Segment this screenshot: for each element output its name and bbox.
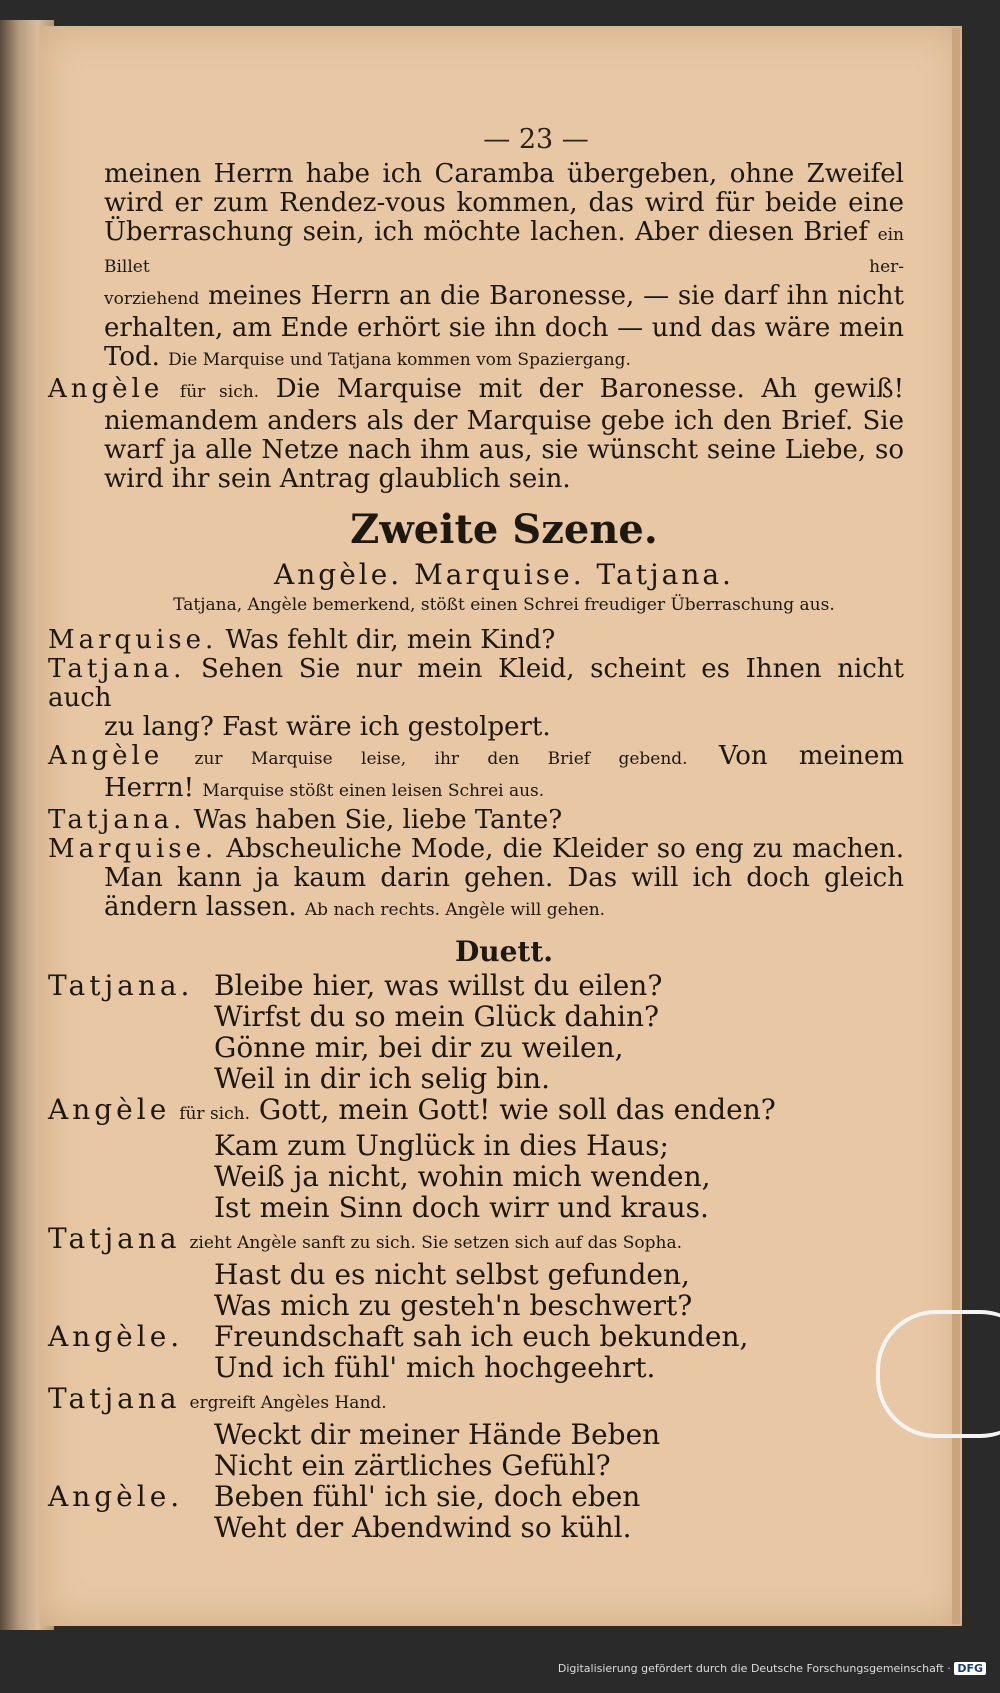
text-line: Man kann ja kaum darin gehen. Das will ich doch gleich [104,863,904,893]
verse-line: Weiß ja nicht, wohin mich wenden, [214,1160,711,1193]
verse-line: Angèle. Beben fühl' ich sie, doch eben [48,1480,641,1513]
speaker-name: Tatjana [48,1222,181,1255]
speaker-name: Tatjana [48,1382,181,1415]
stage-direction: Ab nach rechts. Angèle will gehen. [304,900,606,920]
dialogue-block [48,626,904,925]
marquise-line-1: Marquise. Was fehlt dir, mein Kind? [48,625,556,655]
stage-direction: ergreift Angèles Hand. [189,1393,387,1413]
duett-heading: Duett. [454,935,554,968]
verse-line: Tatjana. Bleibe hier, was willst du eilen? [48,969,663,1002]
verse-line: Nicht ein zärtliches Gefühl? [214,1449,611,1482]
verse-line: Hast du es nicht selbst gefunden, [214,1258,690,1291]
stage-direction: Die Marquise und Tatjana kommen vom Spaziergang. [168,350,631,370]
angele-speech-1: Angèle für sich. Die Marquise mit der Baronesse. Ah gewiß! niemandem anders als der Marquise gebe ich den Brief. Sie warf ja alle Netze nach ihm aus, sie wünscht seine Liebe, so wird ihr sein Antrag glaublich sein. [48,374,905,494]
stage-direction: Marquise stößt einen leisen Schrei aus. [202,781,545,801]
page-number: — 23 — [483,124,589,155]
scene-cast: Angèle. Marquise. Tatjana. [274,558,734,591]
verse-line: Weht der Abendwind so kühl. [214,1511,632,1544]
verse-line: Kam zum Unglück in dies Haus; [214,1129,669,1162]
text-line: vorziehend meines Herrn an die Baronesse, — sie darf ihn nicht [104,281,904,311]
stage-direction: für sich. [179,1104,250,1124]
speaker-name: Marquise. [48,625,218,655]
scene-heading: Zweite Szene. [350,506,658,553]
verse-line: Weil in dir ich selig bin. [214,1062,550,1095]
verse-line [48,1383,904,1419]
stage-direction: ein Billet her- [104,225,905,277]
tatjana-line-2: Tatjana. Was haben Sie, liebe Tante? [48,805,563,835]
verse-line: Wirfst du so mein Glück dahin? [214,1000,660,1033]
speaker-name: Angèle [48,1093,171,1126]
verse-line: Weckt dir meiner Hände Beben [214,1418,661,1451]
verse-line: Ist mein Sinn doch wirr und kraus. [214,1191,709,1224]
text-line: Herrn! Marquise stößt einen leisen Schrei aus. [104,773,545,803]
page-clip [876,1310,1000,1438]
stage-direction: zieht Angèle sanft zu sich. Sie setzen sich auf das Sopha. [189,1233,683,1253]
speaker-name: Tatjana. [48,969,194,1002]
page-text [48,159,905,1544]
text-line: ändern lassen. Ab nach rechts. Angèle will gehen. [104,892,606,922]
speaker-name: Tatjana. [48,654,186,684]
verse-line: Angèle. Freundschaft sah ich euch bekunden, [48,1320,749,1353]
text-line: niemandem anders als der Marquise gebe ich den Brief. Sie [104,406,904,436]
speaker-name: Angèle [48,374,164,404]
paragraph-1 [104,160,904,375]
stage-direction: zur Marquise leise, ihr den Brief gebend. [194,749,688,769]
text-line: Tod. Die Marquise und Tatjana kommen vom Spaziergang. [104,342,631,372]
speaker-name: Tatjana. [48,805,186,835]
text-line: meinen Herrn habe ich Caramba übergeben, ohne Zweifel [104,159,904,189]
text-line: Überraschung sein, ich möchte lachen. Aber diesen Brief ein Billet her- [104,217,905,277]
verse-line [48,1223,904,1259]
verse-line: Angèle für sich. Gott, mein Gott! wie soll das enden? [48,1093,776,1126]
text-line: erhalten, am Ende erhört sie ihn doch — und das wäre mein [104,313,904,343]
stage-direction: Tatjana, Angèle bemerkend, stößt einen Schrei freudiger Überraschung aus. [173,595,835,615]
verse-line: Was mich zu gesteh'n beschwert? [214,1289,693,1322]
text-line: warf ja alle Netze nach ihm aus, sie wünscht seine Liebe, so [104,435,904,465]
text-line: wird er zum Rendez-vous kommen, das wird für beide eine [104,188,904,218]
verse-line: Und ich fühl' mich hochgeehrt. [214,1351,656,1384]
duett-verses [48,970,904,1543]
stage-direction: für sich. [179,382,260,402]
speaker-name: Marquise. [48,834,218,864]
marquise-line-2: Marquise. Abscheuliche Mode, die Kleider so eng zu machen. [48,834,904,864]
angele-line-2: Angèle zur Marquise leise, ihr den Brief gebend. Von meinem [48,741,905,771]
speaker-name: Angèle. [48,1480,184,1513]
tatjana-line-1: Tatjana. Sehen Sie nur mein Kleid, scheint es Ihnen nicht auch [48,654,905,713]
speaker-name: Angèle. [48,1320,184,1353]
digitization-footer: Digitalisierung gefördert durch die Deutsche Forschungsgemeinschaft · DFG [558,1662,986,1675]
stage-direction: vorziehend [104,289,200,309]
speaker-name: Angèle [48,741,164,771]
verse-line: Gönne mir, bei dir zu weilen, [214,1031,624,1064]
text-line: wird ihr sein Antrag glaublich sein. [104,464,571,494]
text-line: zu lang? Fast wäre ich gestolpert. [104,712,551,742]
dfg-logo: DFG [954,1662,986,1675]
